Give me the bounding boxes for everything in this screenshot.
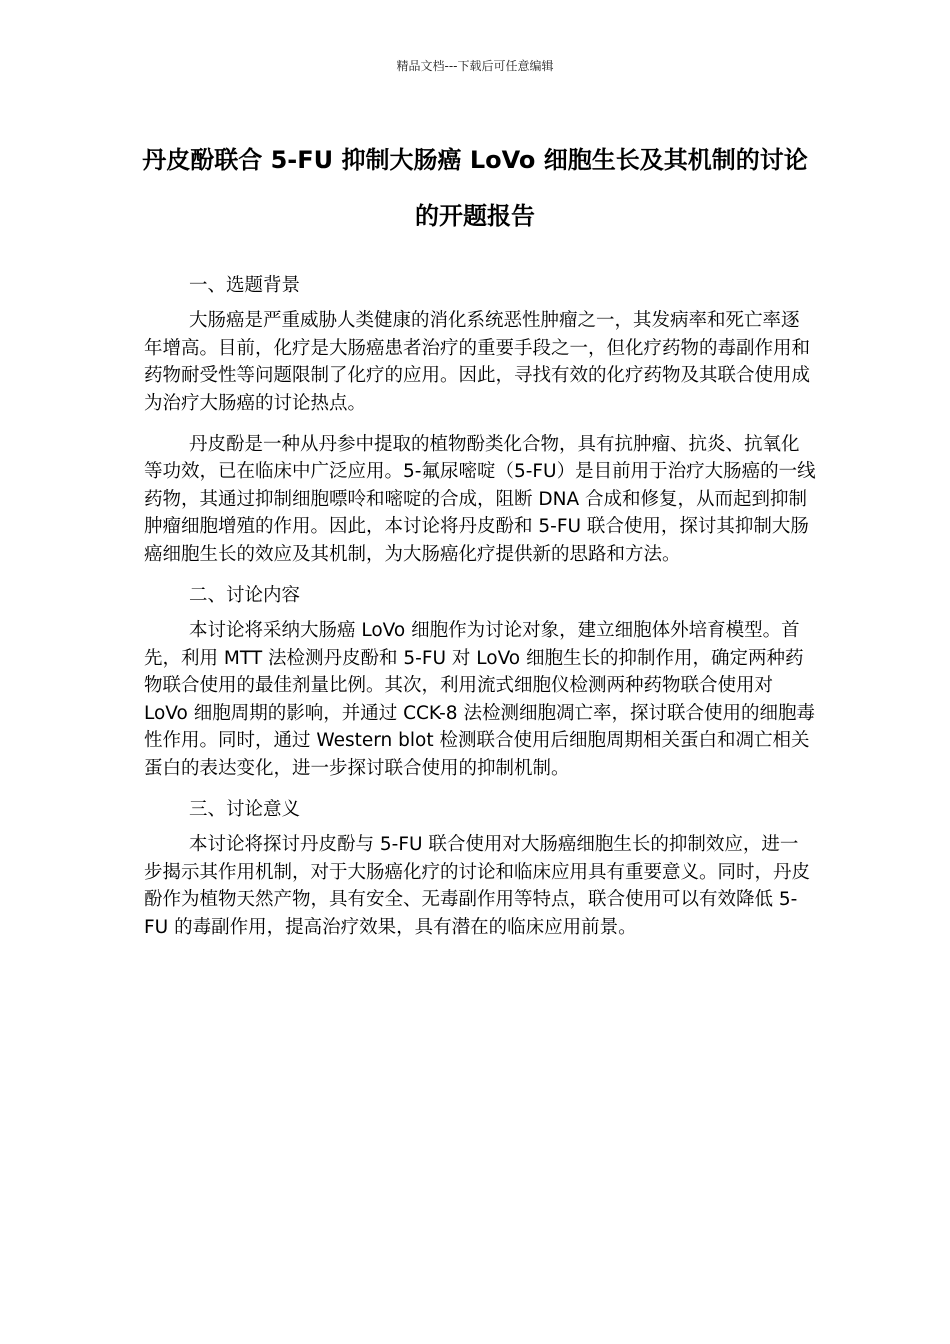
paragraph: 本讨论将探讨丹皮酚与 5-FU 联合使用对大肠癌细胞生长的抑制效应，进一步揭示其作用机制，对于大肠癌化疗的讨论和临床应用具有重要意义。同时，丹皮酚作为植物天然产物，具有安全、无毒副作用等特点，联合使用可以有效降低 5-FU 的毒副作用，提高治疗效果，具有潜在的临床应用前景。 <box>144 834 811 938</box>
section-heading-content: 二、讨论内容 <box>189 585 301 607</box>
page-title: 丹皮酚联合 5-FU 抑制大肠癌 LoVo 细胞生长及其机制的讨论的开题报告 <box>142 146 808 230</box>
section-heading-significance: 三、讨论意义 <box>189 798 301 820</box>
paragraph: 丹皮酚是一种从丹参中提取的植物酚类化合物，具有抗肿瘤、抗炎、抗氧化等功效，已在临床中广泛应用。5-氟尿嘧啶（5-FU）是目前用于治疗大肠癌的一线药物，其通过抑制细胞嘌呤和嘧啶的合成，阻断 DNA 合成和修复，从而起到抑制肿瘤细胞增殖的作用。因此，本讨论将丹皮酚和 5-FU 联合使用，探讨其抑制大肠癌细胞生长的效应及其机制，为大肠癌化疗提供新的思路和方法。 <box>144 434 816 565</box>
section-heading-background: 一、选题背景 <box>189 275 301 296</box>
paragraph: 本讨论将采纳大肠癌 LoVo 细胞作为讨论对象，建立细胞体外培育模型。首先，利用 MTT 法检测丹皮酚和 5-FU 对 LoVo 细胞生长的抑制作用，确定两种药物联合使用的最佳剂量比例。其次，利用流式细胞仪检测两种药物联合使用对 LoVo 细胞周期的影响，并通过 CCK-8 法检测细胞凋亡率，探讨联合使用的细胞毒性作用。同时，通过 Western blot 检测联合使用后细胞周期相关蛋白和凋亡相关蛋白的表达变化，进一步探讨联合使用的抑制机制。 <box>144 620 815 779</box>
header-note: 精品文档---下载后可任意编辑 <box>396 59 554 73</box>
document-body <box>144 272 816 941</box>
paragraph: 大肠癌是严重威胁人类健康的消化系统恶性肿瘤之一，其发病率和死亡率逐年增高。目前，化疗是大肠癌患者治疗的重要手段之一，但化疗药物的毒副作用和药物耐受性等问题限制了化疗的应用。因此，寻找有效的化疗药物及其联合使用成为治疗大肠癌的讨论热点。 <box>144 310 811 414</box>
